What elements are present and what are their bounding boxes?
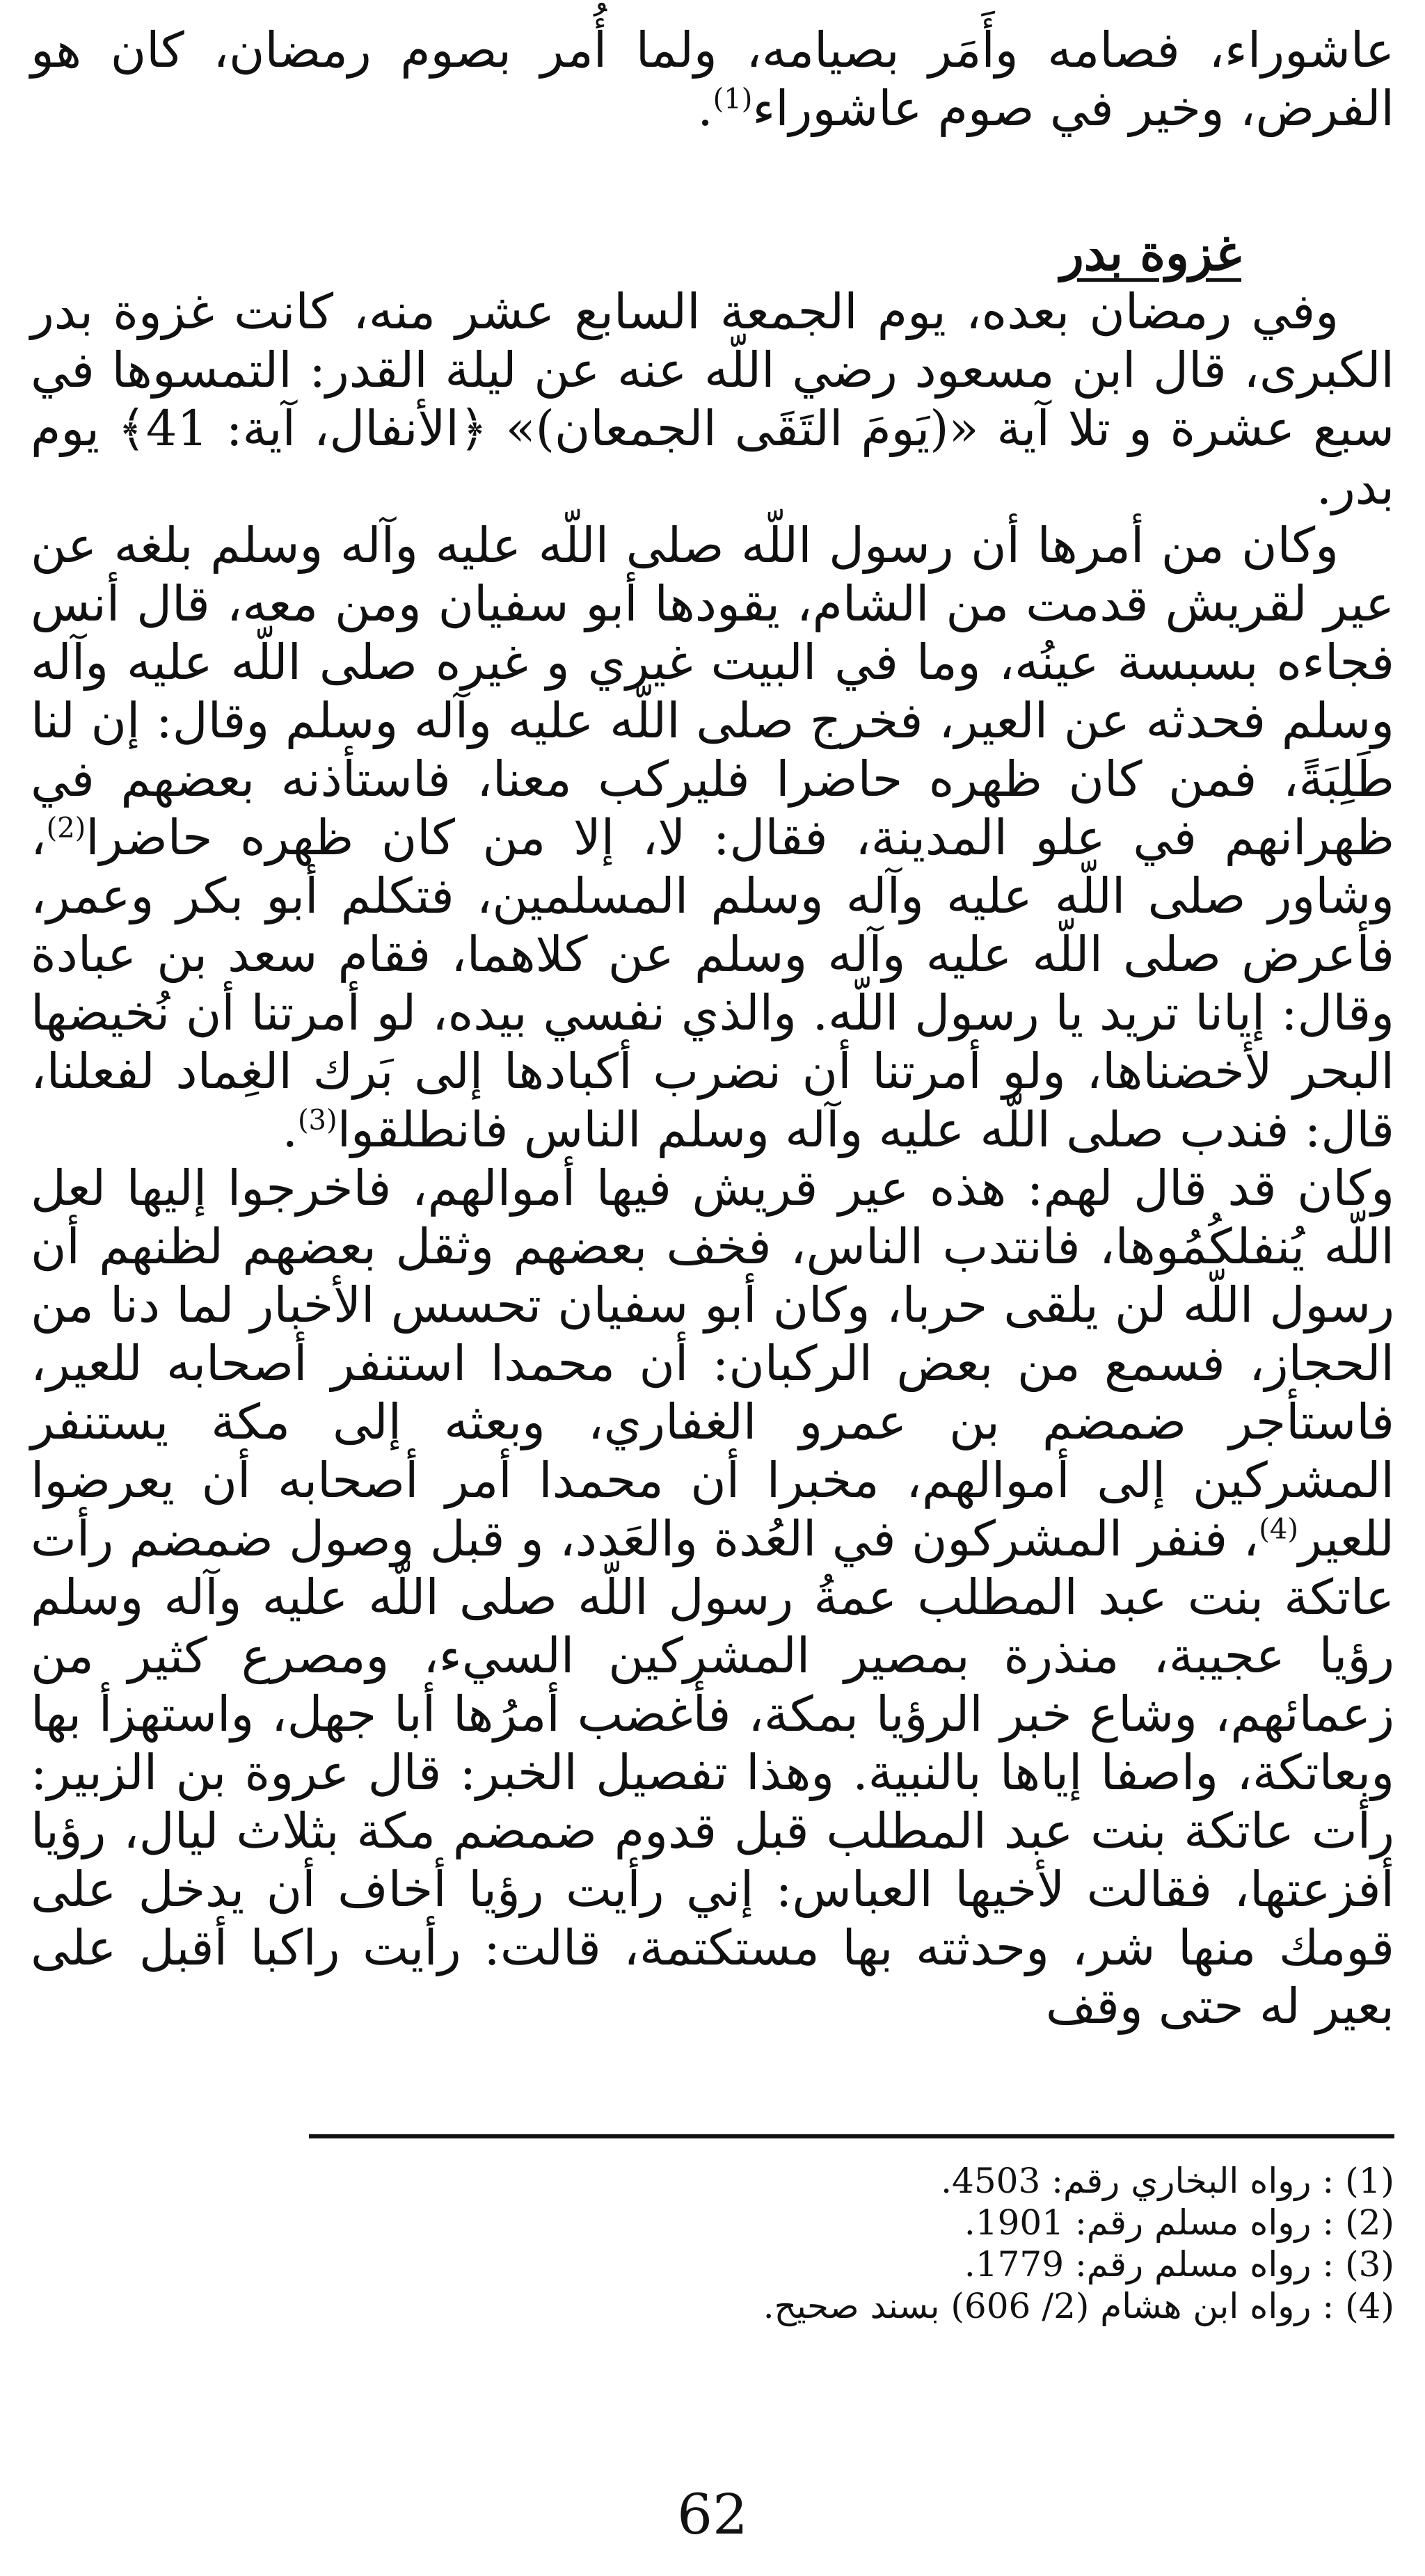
footnote-ref-2[interactable]: (2) xyxy=(46,812,86,845)
footnote-number: (2) xyxy=(1345,2202,1394,2243)
footnote-ref-1[interactable]: (1) xyxy=(712,83,753,115)
page-body xyxy=(31,21,1394,2553)
paragraph-ashura-text: عاشوراء، فصامه وأَمَر بصيامه، ولما أُمر بصوم رمضان، كان هو الفرض، وخير في صوم عاشوراء xyxy=(31,22,1394,137)
paragraph-march xyxy=(31,1159,1394,2035)
page-number: 62 xyxy=(677,2482,748,2547)
footnote-number: (4) xyxy=(1345,2286,1394,2326)
footnote-ref-3[interactable]: (3) xyxy=(297,1104,337,1137)
footnote-text: : رواه البخاري رقم: 4503. xyxy=(941,2161,1335,2201)
paragraph-march-text-a: وكان قد قال لهم: هذه عير قريش فيها أموالهم، فاخرجوا إليها لعل اللّه يُنفلكُمُوها، فانتدب الناس، فخف بعضهم وثقل بعضهم لظنهم أن رسول اللّه لن يلقى حربا، وكان أبو سفيان تحسس الأخبار لما دنا من الحجاز، فسمع من بعض الركبان: أن محمدا استنفر أصحابه للعير، فاستأجر ضمضم بن عمرو الغفاري، وبعثه إلى مكة يستنفر المشركين إلى أموالهم، مخبرا أن محمدا أمر أصحابه أن يعرضوا للعير xyxy=(31,1160,1394,1567)
footnote-text: : رواه ابن هشام (2/ 606) بسند صحيح. xyxy=(763,2286,1335,2326)
footnotes xyxy=(31,2160,1394,2327)
footnote-number: (3) xyxy=(1345,2244,1394,2285)
footnote-ref-4[interactable]: (4) xyxy=(1259,1513,1298,1546)
paragraph-march-text-b: ، فنفر المشركون في العُدة والعَدد، و قبل وصول ضمضم رأت عاتكة بنت عبد المطلب عمةُ رسول اللّه صلى اللّه عليه وآله وسلم رؤيا عجيبة، منذرة بمصير المشركين السيء، ومصرع كثير من زعمائهم، وشاع خبر الرؤيا بمكة، فأغضب أمرُها أبا جهل، واستهزأ بها وبعاتكة، واصفا إياها بالنبية. وهذا تفصيل الخبر: قال عروة بن الزبير: رأت عاتكة بنت عبد المطلب قبل قدوم ضمضم مكة بثلاث ليال، رؤيا أفزعتها، فقالت لأخيها العباس: إني رأيت رؤيا أخاف أن يدخل على قومك منها شر، وحدثته بها مستكتمة، قالت: رأيت راكبا أقبل على بعير له حتى وقف xyxy=(31,1510,1394,2035)
section-heading-badr: غزوة بدر xyxy=(1060,224,1241,282)
footnote-3 xyxy=(31,2243,1394,2285)
paragraph-caravan-end: . xyxy=(282,1101,298,1158)
paragraph-ashura xyxy=(31,21,1394,138)
footnote-text: : رواه مسلم رقم: 1779. xyxy=(964,2244,1335,2285)
paragraph-badr-date: وفي رمضان بعده، يوم الجمعة السابع عشر منه، كانت غزوة بدر الكبرى، قال ابن مسعود رضي اللّه عنه عن ليلة القدر: التمسوها في سبع عشرة و تلا آية «(يَومَ التَقَى الجمعان)» ﴿الأنفال، آية: 41﴾ يوم بدر. xyxy=(31,283,1394,515)
paragraph-caravan-text-b: ، وشاور صلى اللّه عليه وآله وسلم المسلمين، فتكلم أبو بكر وعمر، فأعرض صلى اللّه عليه وآله وسلم عن كلاهما، فقام سعد بن عبادة وقال: إيانا تريد يا رسول اللّه. والذي نفسي بيده، لو أمرتنا أن نُخيضها البحر لأخضناها، ولو أمرتنا أن نضرب أكبادها إلى بَرك الغِماد لفعلنا، قال: فندب صلى اللّه عليه وآله وسلم الناس فانطلقوا xyxy=(31,809,1394,1158)
footnote-text: : رواه مسلم رقم: 1901. xyxy=(964,2202,1335,2243)
footnote-number: (1) xyxy=(1345,2161,1394,2201)
paragraph-caravan xyxy=(31,516,1394,1159)
footnote-2 xyxy=(31,2202,1394,2243)
paragraph-ashura-end: . xyxy=(697,80,713,137)
footnote-4 xyxy=(31,2285,1394,2327)
footnote-1 xyxy=(31,2160,1394,2202)
paragraph-caravan-text-a: وكان من أمرها أن رسول اللّه صلى اللّه عليه وآله وسلم بلغه عن عير لقريش قدمت من الشام، يقودها أبو سفيان ومن معه، قال أنس فجاءه بسبسة عينُه، وما في البيت غيري و غيره صلى اللّه عليه وآله وسلم فحدثه عن العير، فخرج صلى اللّه عليه وآله وسلم وقال: إن لنا طَلِبَةً، فمن كان ظهره حاضرا فليركب معنا، فاستأذنه بعضهم في ظهرانهم في علو المدينة، فقال: لا، إلا من كان ظهره حاضرا xyxy=(31,517,1394,866)
footnote-divider xyxy=(309,2134,1394,2138)
